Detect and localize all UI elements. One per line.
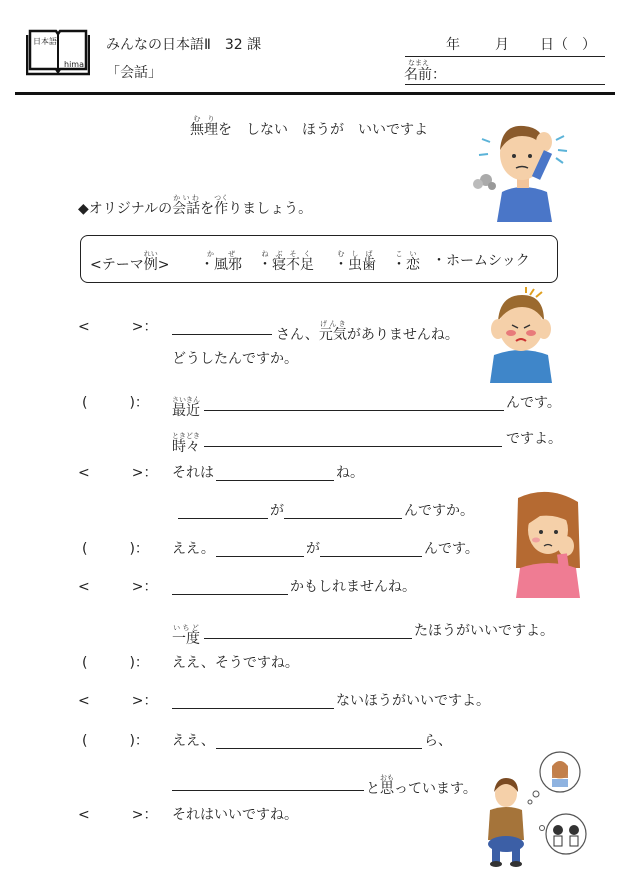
blank-line7a[interactable] <box>216 556 304 557</box>
speaker-a-2: < >： <box>78 465 158 481</box>
blank-line3[interactable] <box>204 410 504 411</box>
line13-end: と思おもっています。 <box>366 774 477 797</box>
line2-text: どうしたんですか。 <box>172 351 298 367</box>
theme-item-homesick: ・ホームシック <box>432 253 530 269</box>
line12-end: ら、 <box>424 733 452 749</box>
theme-item-love: ・恋こい <box>392 250 420 273</box>
name-label: 名前： <box>404 67 446 83</box>
book-logo-icon <box>26 25 90 77</box>
line7-end: んです。 <box>424 541 479 557</box>
blank-line8[interactable] <box>172 594 288 595</box>
date-day: 日（ ） <box>540 37 596 53</box>
blank-line12[interactable] <box>216 748 422 749</box>
speaker-a-1: < >： <box>78 319 158 335</box>
blank-line4[interactable] <box>204 446 502 447</box>
blank-line6a[interactable] <box>178 518 268 519</box>
header-divider <box>15 92 615 95</box>
thinking-person-illustration <box>480 748 590 868</box>
worksheet-title: 無理むりを しない ほうが いいですよ <box>190 115 428 138</box>
speaker-b-4: ( )： <box>82 733 149 749</box>
line9-end: たほうがいいですよ。 <box>414 623 554 639</box>
logo-text-top: 日本語 <box>33 37 57 46</box>
speaker-b-1: ( )： <box>82 395 149 411</box>
blank-name-1[interactable] <box>172 334 272 335</box>
line8-end: かもしれませんね。 <box>290 579 416 595</box>
theme-item-lack-of-sleep: ・寝不足ねぶそく <box>258 250 314 273</box>
line7-lead: ええ。 <box>172 541 215 557</box>
blank-line13[interactable] <box>172 790 364 791</box>
line14-text: それはいいですね。 <box>172 807 298 823</box>
line9-lead: 一度いちど <box>172 624 200 647</box>
instruction-text: ◆オリジナルの会話かいわを作つくりましょう。 <box>78 194 313 217</box>
speaker-a-3: < >： <box>78 579 158 595</box>
speaker-a-4: < >： <box>78 693 158 709</box>
blank-line5[interactable] <box>216 480 334 481</box>
line1-text: さん、元気げんきがありませんね。 <box>276 320 459 343</box>
line3-end: んです。 <box>506 395 561 411</box>
line5-end: ね。 <box>336 465 364 481</box>
line4-lead: 時々ときどき <box>172 432 200 455</box>
logo-text-bottom: hima <box>64 60 84 69</box>
line11-end: ないほうがいいですよ。 <box>336 693 490 709</box>
theme-item-cold: ・風邪かぜ <box>200 250 242 273</box>
line3-lead: 最近さいきん <box>172 396 200 419</box>
blank-line9[interactable] <box>204 638 412 639</box>
line6-end: んですか。 <box>404 503 474 519</box>
line7-ga: が <box>306 541 320 557</box>
date-month: 月 <box>495 37 509 53</box>
course-title: みんなの日本語Ⅱ 32 課 <box>106 37 262 53</box>
line5-lead: それは <box>172 465 214 481</box>
blank-line11[interactable] <box>172 708 334 709</box>
theme-item-cavity: ・虫歯むしば <box>334 250 376 273</box>
date-line[interactable] <box>405 56 605 57</box>
blank-line6b[interactable] <box>284 518 402 519</box>
speaker-b-2: ( )： <box>82 541 149 557</box>
name-field[interactable] <box>405 84 605 85</box>
worried-woman-illustration <box>512 488 584 598</box>
speaker-b-3: ( )： <box>82 655 149 671</box>
date-year: 年 <box>446 37 460 53</box>
theme-label: <テーマ例れい> <box>90 250 170 273</box>
headache-boy-illustration <box>486 285 556 383</box>
lesson-subtitle: 「会話」 <box>106 65 162 81</box>
speaker-a-5: < >： <box>78 807 158 823</box>
blank-line7b[interactable] <box>320 556 422 557</box>
line12-lead: ええ、 <box>172 733 215 749</box>
name-furigana: なまえ <box>408 59 429 67</box>
line4-end: ですよ。 <box>506 431 562 447</box>
sick-person-illustration <box>472 112 572 222</box>
line10-text: ええ、そうですね。 <box>172 655 299 671</box>
line6-ga: が <box>270 503 284 519</box>
